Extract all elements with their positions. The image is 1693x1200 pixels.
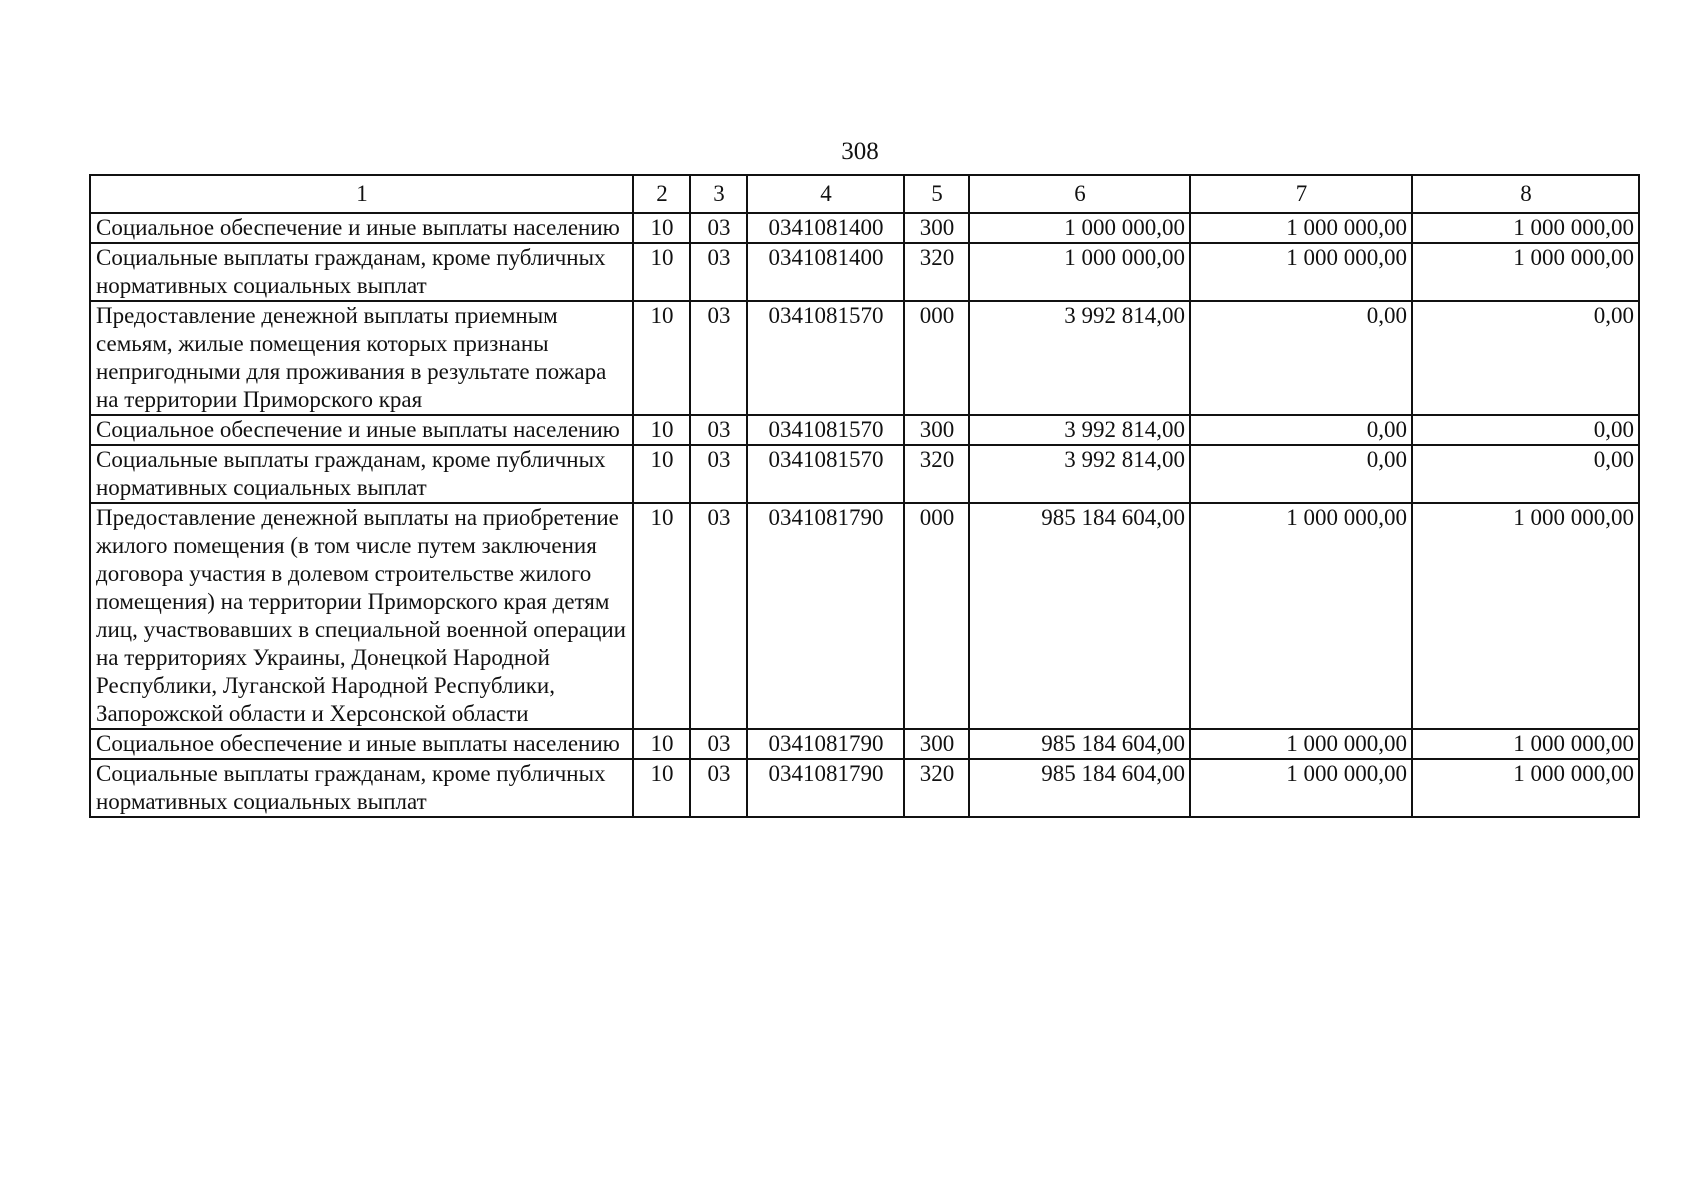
expense-type-cell: 320 <box>904 445 969 503</box>
expense-type-cell: 320 <box>904 243 969 301</box>
expense-type-cell: 000 <box>904 301 969 415</box>
target-article-cell: 0341081400 <box>747 213 904 243</box>
row-name-cell: Социальное обеспечение и иные выплаты населению <box>90 729 633 759</box>
section-code-cell: 10 <box>633 415 690 445</box>
table-row <box>90 243 1639 301</box>
target-article-cell: 0341081790 <box>747 759 904 817</box>
section-code-cell: 10 <box>633 759 690 817</box>
expense-type-cell: 320 <box>904 759 969 817</box>
expense-type-cell: 300 <box>904 213 969 243</box>
table-row <box>90 415 1639 445</box>
amount-cell-8: 1 000 000,00 <box>1412 243 1639 301</box>
amount-cell-7: 1 000 000,00 <box>1190 729 1412 759</box>
column-header: 1 <box>90 175 633 213</box>
amount-cell-6: 1 000 000,00 <box>969 213 1190 243</box>
table-row <box>90 301 1639 415</box>
budget-table <box>89 174 1640 818</box>
column-header: 3 <box>690 175 747 213</box>
table-row <box>90 503 1639 729</box>
subsection-code-cell: 03 <box>690 445 747 503</box>
table-row <box>90 729 1639 759</box>
page-number: 308 <box>841 138 879 165</box>
table-row <box>90 759 1639 817</box>
column-header: 4 <box>747 175 904 213</box>
amount-cell-7: 0,00 <box>1190 445 1412 503</box>
amount-cell-7: 1 000 000,00 <box>1190 243 1412 301</box>
subsection-code-cell: 03 <box>690 415 747 445</box>
section-code-cell: 10 <box>633 445 690 503</box>
row-name-cell: Предоставление денежной выплаты приемным семьям, жилые помещения которых признаны непригодными для проживания в результате пожара на территории Приморского края <box>90 301 633 415</box>
column-header: 5 <box>904 175 969 213</box>
target-article-cell: 0341081400 <box>747 243 904 301</box>
subsection-code-cell: 03 <box>690 243 747 301</box>
section-code-cell: 10 <box>633 503 690 729</box>
target-article-cell: 0341081570 <box>747 445 904 503</box>
subsection-code-cell: 03 <box>690 759 747 817</box>
table-header-row <box>90 175 1639 213</box>
section-code-cell: 10 <box>633 243 690 301</box>
amount-cell-7: 0,00 <box>1190 415 1412 445</box>
amount-cell-8: 1 000 000,00 <box>1412 729 1639 759</box>
subsection-code-cell: 03 <box>690 729 747 759</box>
target-article-cell: 0341081790 <box>747 729 904 759</box>
subsection-code-cell: 03 <box>690 301 747 415</box>
expense-type-cell: 300 <box>904 729 969 759</box>
table-row <box>90 213 1639 243</box>
column-header: 2 <box>633 175 690 213</box>
target-article-cell: 0341081570 <box>747 415 904 445</box>
amount-cell-6: 3 992 814,00 <box>969 445 1190 503</box>
amount-cell-7: 1 000 000,00 <box>1190 759 1412 817</box>
row-name-cell: Социальные выплаты гражданам, кроме публичных нормативных социальных выплат <box>90 445 633 503</box>
amount-cell-8: 0,00 <box>1412 415 1639 445</box>
row-name-cell: Социальное обеспечение и иные выплаты населению <box>90 213 633 243</box>
subsection-code-cell: 03 <box>690 503 747 729</box>
expense-type-cell: 300 <box>904 415 969 445</box>
amount-cell-6: 985 184 604,00 <box>969 729 1190 759</box>
amount-cell-7: 1 000 000,00 <box>1190 213 1412 243</box>
amount-cell-6: 985 184 604,00 <box>969 759 1190 817</box>
amount-cell-8: 1 000 000,00 <box>1412 503 1639 729</box>
target-article-cell: 0341081790 <box>747 503 904 729</box>
column-header: 6 <box>969 175 1190 213</box>
section-code-cell: 10 <box>633 301 690 415</box>
amount-cell-7: 0,00 <box>1190 301 1412 415</box>
row-name-cell: Социальное обеспечение и иные выплаты населению <box>90 415 633 445</box>
target-article-cell: 0341081570 <box>747 301 904 415</box>
row-name-cell: Предоставление денежной выплаты на приобретение жилого помещения (в том числе путем заключения договора участия в долевом строительстве жилого помещения) на территории Приморского края детям лиц, участвовавших в специальной военной операции на территориях Украины, Донецкой Народной Республики, Луганской Народной Республики, Запорожской области и Херсонской области <box>90 503 633 729</box>
subsection-code-cell: 03 <box>690 213 747 243</box>
section-code-cell: 10 <box>633 729 690 759</box>
row-name-cell: Социальные выплаты гражданам, кроме публичных нормативных социальных выплат <box>90 759 633 817</box>
amount-cell-7: 1 000 000,00 <box>1190 503 1412 729</box>
amount-cell-8: 1 000 000,00 <box>1412 213 1639 243</box>
expense-type-cell: 000 <box>904 503 969 729</box>
amount-cell-6: 985 184 604,00 <box>969 503 1190 729</box>
amount-cell-6: 1 000 000,00 <box>969 243 1190 301</box>
section-code-cell: 10 <box>633 213 690 243</box>
row-name-cell: Социальные выплаты гражданам, кроме публичных нормативных социальных выплат <box>90 243 633 301</box>
column-header: 8 <box>1412 175 1639 213</box>
amount-cell-8: 1 000 000,00 <box>1412 759 1639 817</box>
amount-cell-6: 3 992 814,00 <box>969 415 1190 445</box>
amount-cell-8: 0,00 <box>1412 445 1639 503</box>
amount-cell-6: 3 992 814,00 <box>969 301 1190 415</box>
table-row <box>90 445 1639 503</box>
amount-cell-8: 0,00 <box>1412 301 1639 415</box>
column-header: 7 <box>1190 175 1412 213</box>
